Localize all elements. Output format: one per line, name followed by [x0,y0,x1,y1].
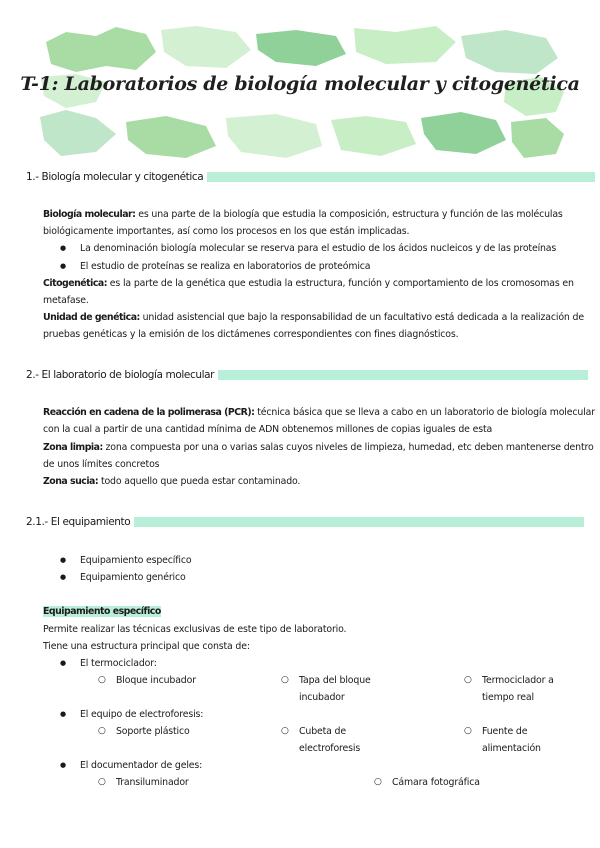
text: es una parte de la biología que estudia la composición, estructura y función de las moléculas [135,209,563,220]
banner-blob [46,27,156,72]
heading-bar [218,370,588,380]
banner-blob [354,26,456,64]
sub-list-item: ○ Termociclador a tiempo real [482,672,562,706]
paragraph-zona-sucia [43,473,300,490]
sub-list-item: ○ Fuente de alimentación [482,723,562,757]
banner-blob [511,118,564,158]
sub-list-item: ○ Bloque incubador [116,672,206,689]
section-heading-2-1-text: 2.1.- El equipamiento [26,516,131,528]
section-heading-2 [26,368,588,382]
term-unidad: Unidad de genética: [43,312,140,323]
banner-blob [461,30,558,74]
paragraph-line: con la cual a partir de una cantidad mínima de ADN obtenemos millones de copias iguales de esta [43,424,493,435]
sub-heading-equipamiento-especifico [43,603,161,620]
list-item: ● El estudio de proteínas se realiza en laboratorios de proteómica [80,258,370,275]
text: unidad asistencial que bajo la responsabilidad de un facultativo está dedicada a la realización de [139,312,584,323]
list-item-termociclador: ● El termociclador: [80,655,157,672]
paragraph-line: Tiene una estructura principal que consta de: [43,641,250,652]
text: zona compuesta por una o varias salas cuyos niveles de limpieza, humedad, etc deben mantenerse dentro [102,442,594,453]
term-citogenetica: Citogenética: [43,278,107,289]
term-zona-sucia: Zona sucia: [43,476,99,487]
term-zona-limpia: Zona limpia: [43,442,103,453]
sub-list-item: ○ Cubeta de electroforesis [299,723,379,757]
term-bio-molecular: Biología molecular: [43,209,136,220]
heading-bar [134,517,584,527]
sub-list-item: ○ Tapa del bloque incubador [299,672,394,706]
page-title: T-1: Laboratorios de biología molecular y citogenética [20,73,580,95]
section-heading-2-text: 2.- El laboratorio de biología molecular [26,369,215,381]
sub-list-item: ○ Soporte plástico [116,723,236,740]
banner-blob [421,112,506,154]
text: todo aquello que pueda estar contaminado. [98,476,301,487]
paragraph-bio-molecular [43,206,563,223]
banner-blob [161,26,251,68]
paragraph-line: metafase. [43,295,89,306]
section-heading-1-text: 1.- Biología molecular y citogenética [26,171,204,183]
paragraph-citogenetica [43,275,574,292]
paragraph-line: Permite realizar las técnicas exclusivas de este tipo de laboratorio. [43,624,347,635]
paragraph-line: biológicamente importantes, así como los procesos en los que están implicadas. [43,226,410,237]
list-item-electroforesis: ● El equipo de electroforesis: [80,706,203,723]
banner-blob [126,116,216,158]
sub-list-item: ○ Cámara fotográfica [392,774,532,791]
text: es la parte de la genética que estudia la estructura, función y comportamiento de los cromosomas en [106,278,574,289]
section-heading-2-1 [26,515,584,529]
section-heading-1 [26,170,595,184]
paragraph-pcr [43,404,595,421]
sub-list-item: ○ Transiluminador [116,774,256,791]
list-item: ● Equipamiento específico [80,552,191,569]
term-pcr: Reacción en cadena de la polimerasa (PCR): [43,407,255,418]
banner-blob [331,116,416,156]
banner-blob [226,114,322,158]
paragraph-line: pruebas genéticas y la emisión de los dictámenes correspondientes con fines diagnósticos. [43,329,459,340]
banner-blob [40,110,116,156]
list-item: ● La denominación biología molecular se reserva para el estudio de los ácidos nucleicos y de las proteínas [80,240,556,257]
paragraph-unidad [43,309,584,326]
list-item: ● Equipamiento genérico [80,569,186,586]
sub-heading-text: Equipamiento específico [43,606,161,617]
heading-bar [207,172,595,182]
banner-blob [256,30,346,66]
text: técnica básica que se lleva a cabo en un laboratorio de biología molecular [254,407,595,418]
paragraph-line: de unos límites concretos [43,459,160,470]
paragraph-zona-limpia [43,439,594,456]
list-item-documentador: ● El documentador de geles: [80,757,202,774]
